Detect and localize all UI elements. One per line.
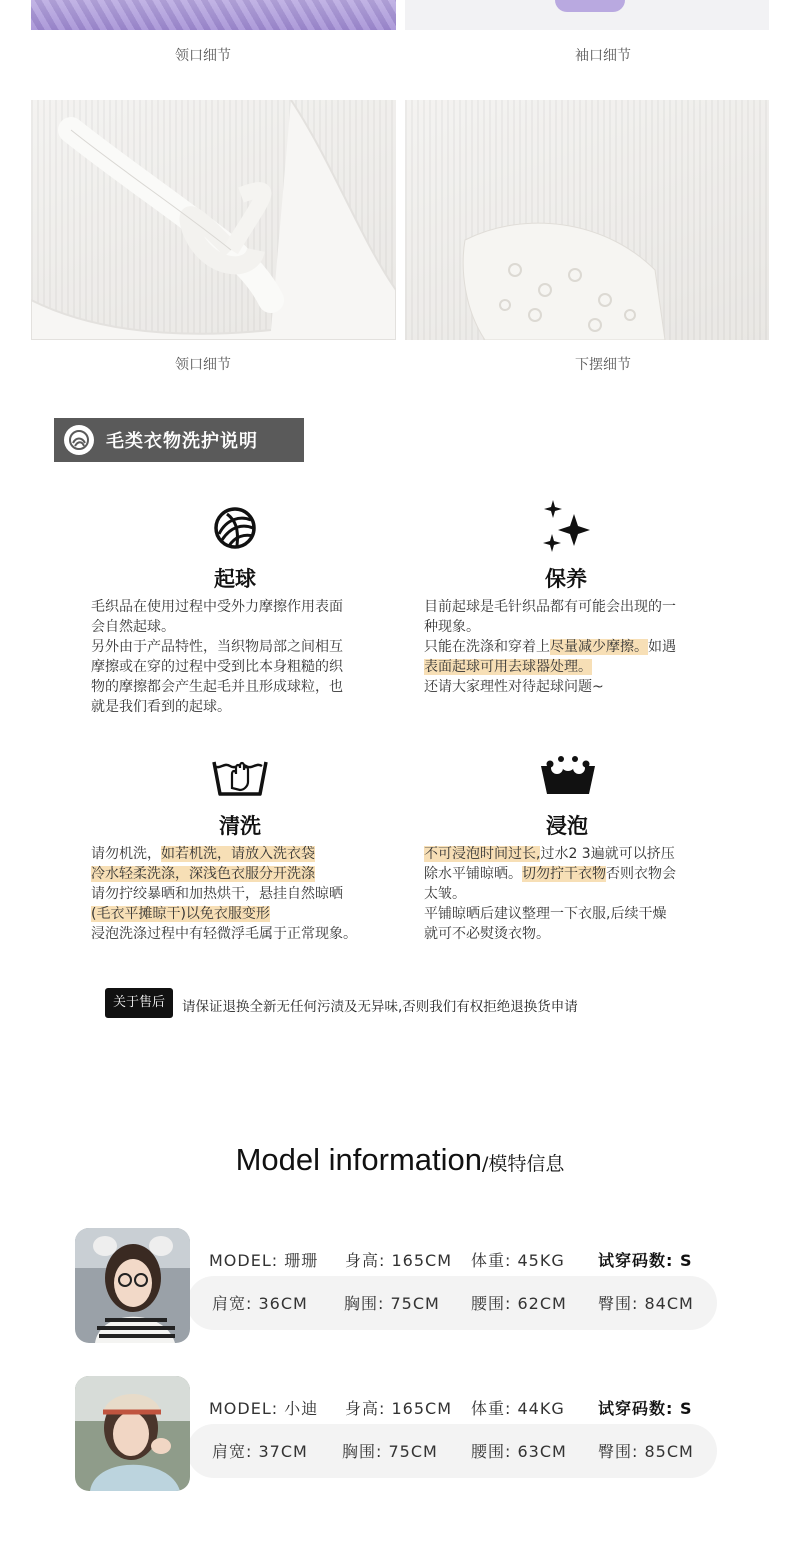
pilling-line: 另外由于产品特性，当织物局部之间相互 bbox=[91, 639, 343, 655]
care-body-soaking bbox=[424, 844, 676, 944]
model-size: 试穿码数: S bbox=[598, 1399, 693, 1418]
model-height: 身高: 165CM bbox=[345, 1251, 452, 1270]
model-shoulder: 肩宽: 36CM bbox=[212, 1294, 308, 1313]
maintenance-line: 还请大家理性对待起球问题~ bbox=[424, 679, 604, 695]
washing-highlight: 冷水轻柔洗涤，深浅色衣服分开洗涤 bbox=[91, 866, 315, 882]
maintenance-line bbox=[424, 637, 676, 657]
neckline-detail-photo-top bbox=[31, 0, 396, 30]
model-hip: 臀围: 84CM bbox=[598, 1294, 694, 1313]
washing-line bbox=[91, 844, 357, 864]
maintenance-highlight: 表面起球可用去球器处理。 bbox=[424, 659, 592, 675]
care-body-washing bbox=[91, 844, 357, 944]
maintenance-text: 如遇 bbox=[648, 639, 676, 655]
soaking-text: 除水平铺晾晒。 bbox=[424, 866, 522, 882]
model-avatar bbox=[75, 1228, 190, 1343]
model-bust: 胸围: 75CM bbox=[344, 1294, 440, 1313]
soaking-line bbox=[424, 844, 676, 864]
soaking-text: 过水2 3遍就可以挤压 bbox=[540, 846, 675, 862]
caption-cuff: 袖口细节 bbox=[575, 48, 631, 64]
washing-line: 请勿拧绞暴晒和加热烘干，悬挂自然晾晒 bbox=[91, 886, 343, 902]
soaking-line bbox=[424, 864, 676, 884]
pilling-line: 物的摩擦都会产生起毛并且形成球粒，也 bbox=[91, 679, 343, 695]
sparkles-icon bbox=[540, 500, 594, 560]
maintenance-line: 目前起球是毛针织品都有可能会出现的一 bbox=[424, 599, 676, 615]
maintenance-text: 只能在洗涤和穿着上 bbox=[424, 639, 550, 655]
washing-text: 请勿机洗， bbox=[91, 846, 161, 862]
model-info-title-cn: /模特信息 bbox=[482, 1153, 565, 1175]
washing-highlight: 如若机洗，请放入洗衣袋 bbox=[161, 846, 315, 862]
care-title-maintenance: 保养 bbox=[545, 567, 587, 591]
after-sales-text: 请保证退换全新无任何污渍及无异味,否则我们有权拒绝退换货申请 bbox=[182, 999, 578, 1015]
hand-wash-icon bbox=[212, 754, 268, 804]
caption-neckline-top: 领口细节 bbox=[175, 48, 231, 64]
model-waist: 腰围: 62CM bbox=[471, 1294, 567, 1313]
pilling-line: 毛织品在使用过程中受外力摩擦作用表面 bbox=[91, 599, 343, 615]
care-section-header bbox=[54, 418, 304, 462]
soaking-line: 太皱。 bbox=[424, 886, 466, 902]
care-title-soaking: 浸泡 bbox=[546, 814, 588, 838]
pilling-line: 就是我们看到的起球。 bbox=[91, 699, 231, 715]
care-body-pilling bbox=[91, 597, 343, 717]
neckline-bow-photo bbox=[31, 100, 396, 340]
model-height: 身高: 165CM bbox=[345, 1399, 452, 1418]
caption-neckline-bottom: 领口细节 bbox=[175, 357, 231, 373]
washing-highlight: (毛衣平摊晾干)以免衣服变形 bbox=[91, 906, 270, 922]
model-card bbox=[75, 1228, 720, 1343]
model-size: 试穿码数: S bbox=[598, 1251, 693, 1270]
model-shoulder: 肩宽: 37CM bbox=[212, 1442, 308, 1461]
soaking-line: 就可不必熨烫衣物。 bbox=[424, 926, 550, 942]
washing-line bbox=[91, 864, 357, 884]
care-title-pilling: 起球 bbox=[214, 567, 256, 591]
hem-lace-photo bbox=[405, 100, 769, 340]
soaking-line: 平铺晾晒后建议整理一下衣服,后续干燥 bbox=[424, 906, 667, 922]
pilling-line: 会自然起球。 bbox=[91, 619, 175, 635]
model-name: MODEL: 珊珊 bbox=[209, 1251, 319, 1270]
soaking-text: 否则衣物会 bbox=[606, 866, 676, 882]
soaking-highlight: 切勿拧干衣物 bbox=[522, 866, 606, 882]
model-info-title bbox=[0, 1142, 800, 1178]
model-avatar bbox=[75, 1376, 190, 1491]
maintenance-line bbox=[424, 657, 676, 677]
washing-line bbox=[91, 904, 357, 924]
maintenance-highlight: 尽量减少摩擦。 bbox=[550, 639, 648, 655]
model-weight: 体重: 44KG bbox=[471, 1399, 565, 1418]
caption-hem: 下摆细节 bbox=[575, 357, 631, 373]
model-hip: 臀围: 85CM bbox=[598, 1442, 694, 1461]
model-name: MODEL: 小迪 bbox=[209, 1399, 319, 1418]
model-info-title-en: Model information bbox=[235, 1142, 482, 1177]
wool-yarn-icon bbox=[64, 425, 94, 455]
washing-line: 浸泡洗涤过程中有轻微浮毛属于正常现象。 bbox=[91, 926, 357, 942]
model-card bbox=[75, 1376, 720, 1491]
model-waist: 腰围: 63CM bbox=[471, 1442, 567, 1461]
cuff-detail-photo bbox=[405, 0, 769, 30]
model-weight: 体重: 45KG bbox=[471, 1251, 565, 1270]
soak-basin-icon bbox=[539, 756, 597, 800]
maintenance-line: 种现象。 bbox=[424, 619, 480, 635]
soaking-highlight: 不可浸泡时间过长, bbox=[424, 846, 541, 862]
care-title-washing: 清洗 bbox=[219, 814, 261, 838]
model-bust: 胸围: 75CM bbox=[342, 1442, 438, 1461]
pilling-line: 摩擦或在穿的过程中受到比本身粗糙的织 bbox=[91, 659, 343, 675]
after-sales-tag: 关于售后 bbox=[105, 988, 173, 1018]
care-body-maintenance bbox=[424, 597, 676, 697]
yarn-ball-icon bbox=[213, 506, 257, 554]
care-section-title: 毛类衣物洗护说明 bbox=[106, 431, 258, 452]
